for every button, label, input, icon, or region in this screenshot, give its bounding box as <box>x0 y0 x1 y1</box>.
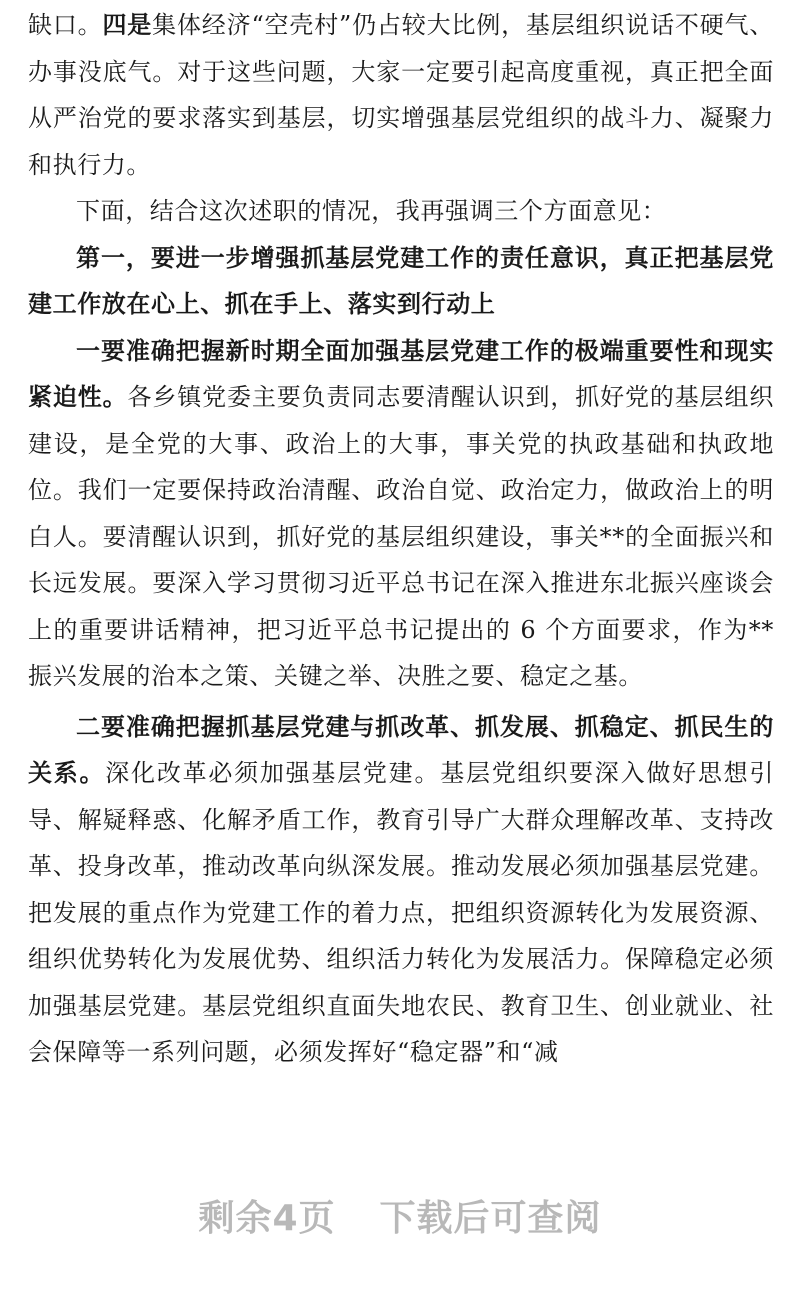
paragraph-1-text: 集体经济“空壳村”仍占较大比例，基层组织说话不硬气、办事没底气。对于这些问题，大家一定要引起高度重视，真正把全面从严治党的要求落实到基层，切实增强基层党组织的战斗力、凝聚力和执行力。 <box>28 11 774 179</box>
paragraph-3 <box>28 328 774 700</box>
paragraph-2: 下面，结合这次述职的情况，我再强调三个方面意见： <box>76 197 667 225</box>
document-body <box>28 2 774 1076</box>
paragraph-4 <box>28 704 774 1076</box>
paragraph-1 <box>28 2 774 188</box>
remaining-pages-text: 剩余4页 <box>198 1198 336 1239</box>
section-heading-1: 第一，要进一步增强抓基层党建工作的责任意识，真正把基层党建工作放在心上、抓在手上、落实到行动上 <box>28 243 774 318</box>
paragraph-3-text: 各乡镇党委主要负责同志要清醒认识到，抓好党的基层组织建设，是全党的大事、政治上的大事，事关党的执政基础和执政地位。我们一定要保持政治清醒、政治自觉、政治定力，做政治上的明白人。要清醒认识到，抓好党的基层组织建设，事关**的全面振兴和长远发展。要深入学习贯彻习近平总书记在深入推进东北振兴座谈会上的重要讲话精神，把习近平总书记提出的 6 个方面要求，作为**振兴发展的治本之策、关键之举、决胜之要、稳定之基。 <box>28 383 774 690</box>
paragraph-4-strong: 二要准确把握抓基层党建与抓改革、抓发展、抓稳定、抓民生的关系。 <box>28 712 774 787</box>
download-prompt[interactable] <box>0 1190 800 1241</box>
paragraph-1-lead: 缺口。 <box>28 11 103 39</box>
paragraph-1-strong: 四是 <box>102 10 153 39</box>
paragraph-4-text: 深化改革必须加强基层党建。基层党组织要深入做好思想引导、解疑释惑、化解矛盾工作，教育引导广大群众理解改革、支持改革、投身改革，推动改革向纵深发展。推动发展必须加强基层党建。把发展的重点作为党建工作的着力点，把组织资源转化为发展资源、组织优势转化为发展优势、组织活力转化为发展活力。保障稳定必须加强基层党建。基层党组织直面失地农民、教育卫生、创业就业、社会保障等一系列问题，必须发挥好“稳定器”和“减 <box>28 759 774 1066</box>
download-to-view-text: 下载后可查阅 <box>379 1198 602 1239</box>
paragraph-3-strong: 一要准确把握新时期全面加强基层党建工作的极端重要性和现实紧迫性。 <box>28 336 774 411</box>
